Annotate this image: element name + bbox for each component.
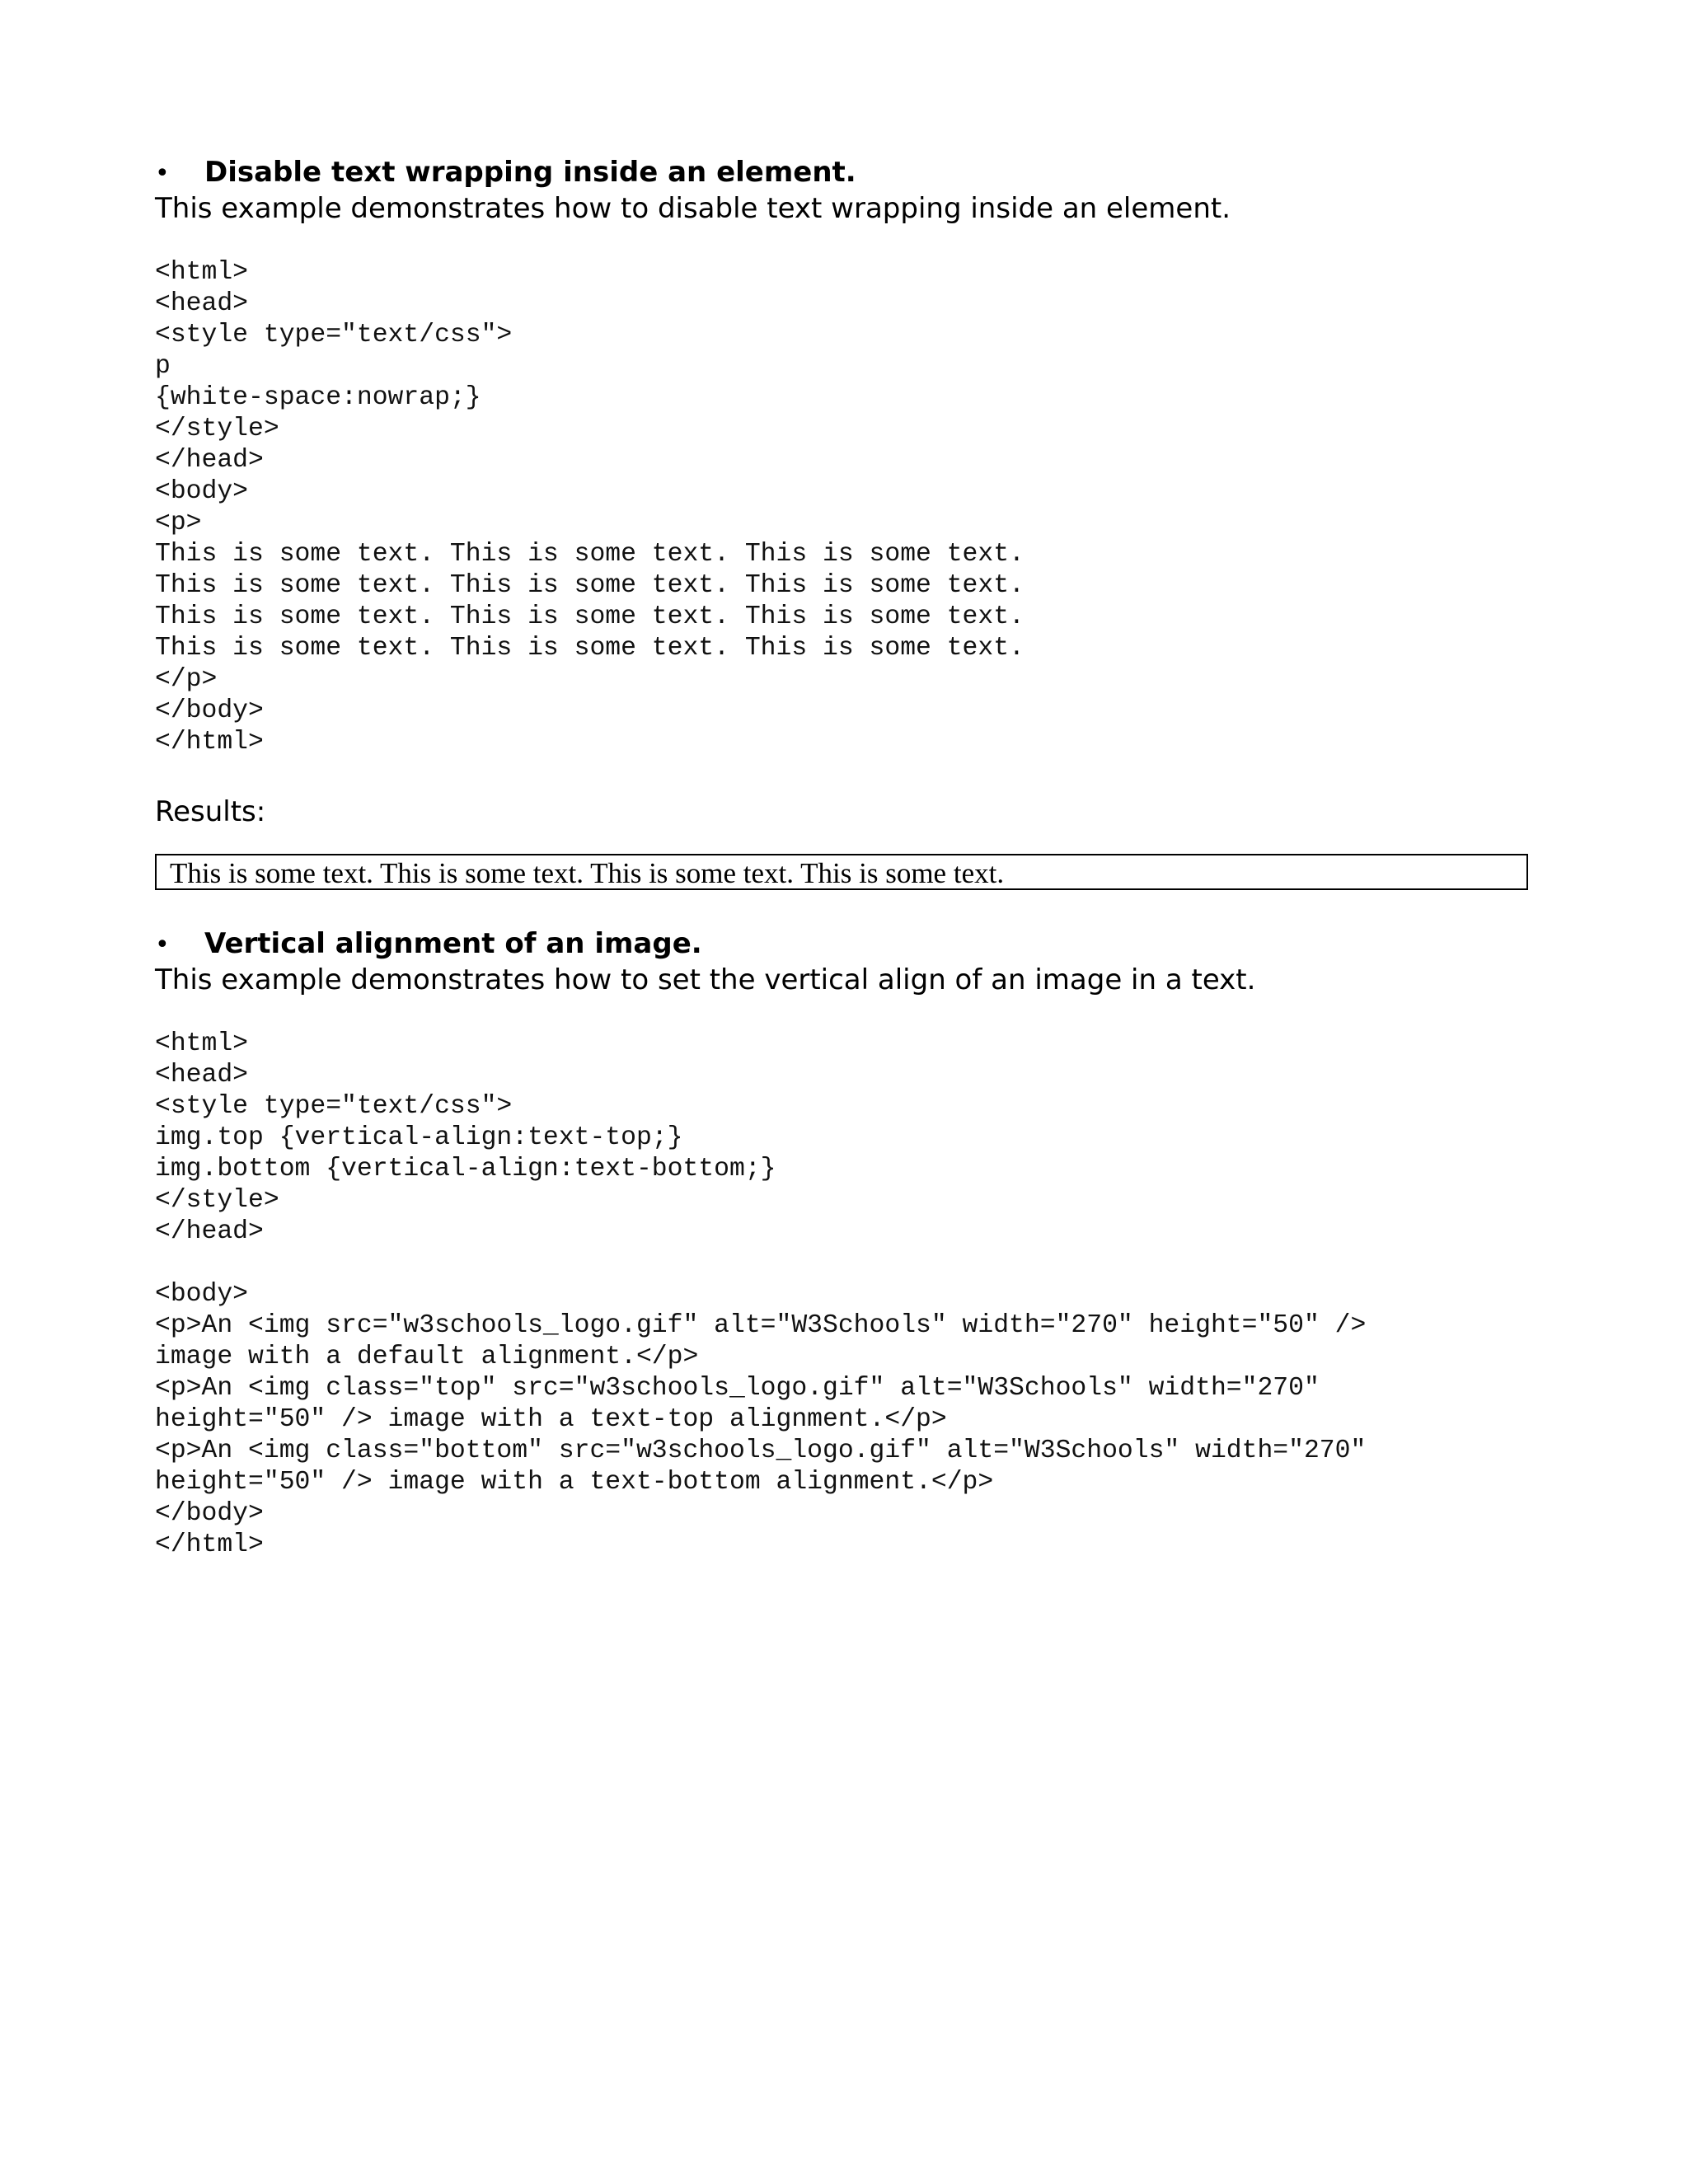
section-description: This example demonstrates how to set the vertical align of an image in a text. [155,963,1256,996]
result-box [155,854,1528,890]
section-heading-disable-wrapping [155,155,1540,191]
section-description: This example demonstrates how to disable text wrapping inside an element. [155,192,1231,225]
document-page [155,155,1540,1561]
result-text: This is some text. This is some text. This is some text. This is some text. [170,857,1005,889]
results-label: Results: [155,795,266,828]
section-heading-text: Vertical alignment of an image. [204,927,702,960]
bullet-icon: • [155,930,170,959]
bullet-icon: • [155,159,170,188]
code-block-nowrap: <html> <head> <style type="text/css"> p {white-space:nowrap;} </style> </head> <body> <p> This is some text. This is some text. This is some text. This is some text. This is some text. This is some text. This is some text. This is some text. This is some text. This is some text. This is some text. This is some text. </p> </body> </html> [155,258,1025,757]
section-heading-vertical-alignment [155,926,1540,963]
code-block-vertical-align: <html> <head> <style type="text/css"> img.top {vertical-align:text-top;} img.bottom {vertical-align:text-bottom;} </style> </head> <body> <p>An <img src="w3schools_logo.gif" alt="W3Schools" width="270" height="50" /> image with a default alignment.</p> <p>An <img class="top" src="w3schools_logo.gif" alt="W3Schools" width="270" height="50" /> image with a text-top alignment.</p> <p>An <img class="bottom" src="w3schools_logo.gif" alt="W3Schools" width="270" height="50" /> image with a text-bottom alignment.</p> </body> </html> [155,1029,1367,1559]
section-heading-text: Disable text wrapping inside an element. [204,156,856,189]
